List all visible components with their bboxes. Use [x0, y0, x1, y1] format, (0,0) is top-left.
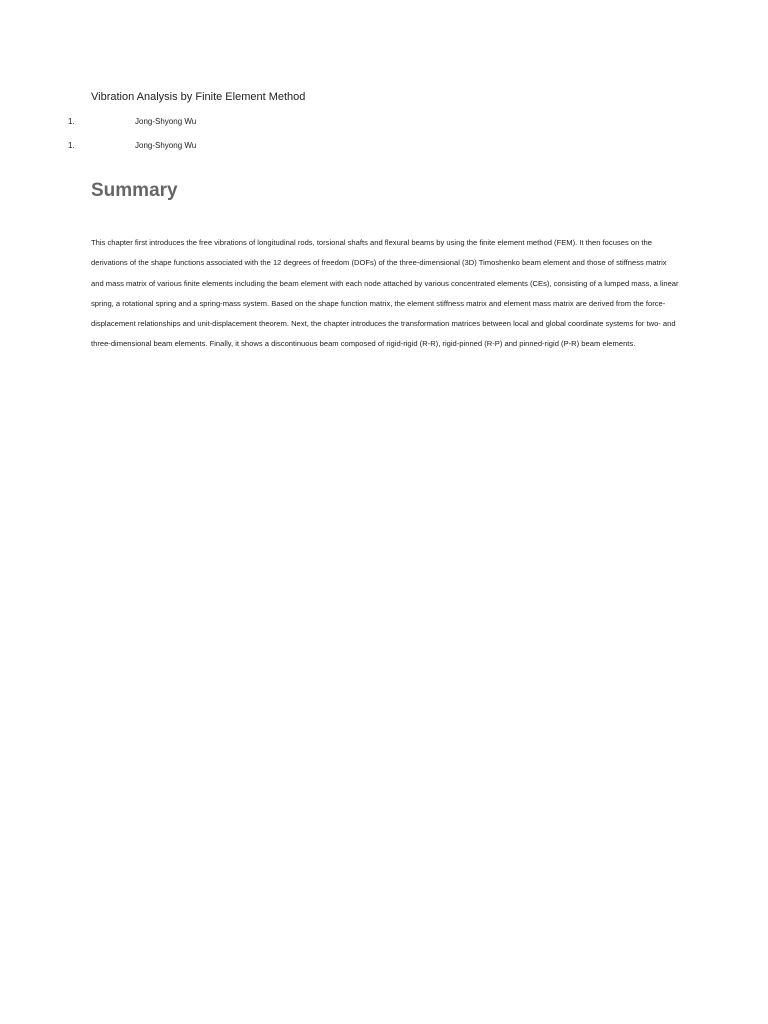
author-item	[68, 141, 196, 150]
author-name[interactable]: Jong-Shyong Wu	[135, 141, 197, 150]
author-number: 1.	[68, 141, 75, 150]
summary-body: This chapter first introduces the free vibrations of longitudinal rods, torsional shafts and flexural beams by using the finite element method (FEM). It then focuses on the derivations of the shape functions associated with the 12 degrees of freedom (DOFs) of the three-dimensional (3D) Timoshenko beam element and those of stiffness matrix and mass matrix of various finite elements including the beam element with each node attached by various concentrated elements (CEs), consisting of a lumped mass, a linear spring, a rotational spring and a spring-mass system. Based on the shape function matrix, the element stiffness matrix and element mass matrix are derived from the force-displacement relationships and unit-displacement theorem. Next, the chapter introduces the transformation matrices between local and global coordinate systems for two- and three-dimensional beam elements. Finally, it shows a discontinuous beam composed of rigid-rigid (R-R), rigid-pinned (R-P) and pinned-rigid (P-R) beam elements.	[91, 238, 679, 349]
author-name[interactable]: Jong-Shyong Wu	[135, 117, 197, 126]
author-item	[68, 117, 196, 126]
summary-heading: Summary	[91, 180, 178, 201]
book-title: Vibration Analysis by Finite Element Method	[91, 91, 306, 103]
author-number: 1.	[68, 117, 75, 126]
